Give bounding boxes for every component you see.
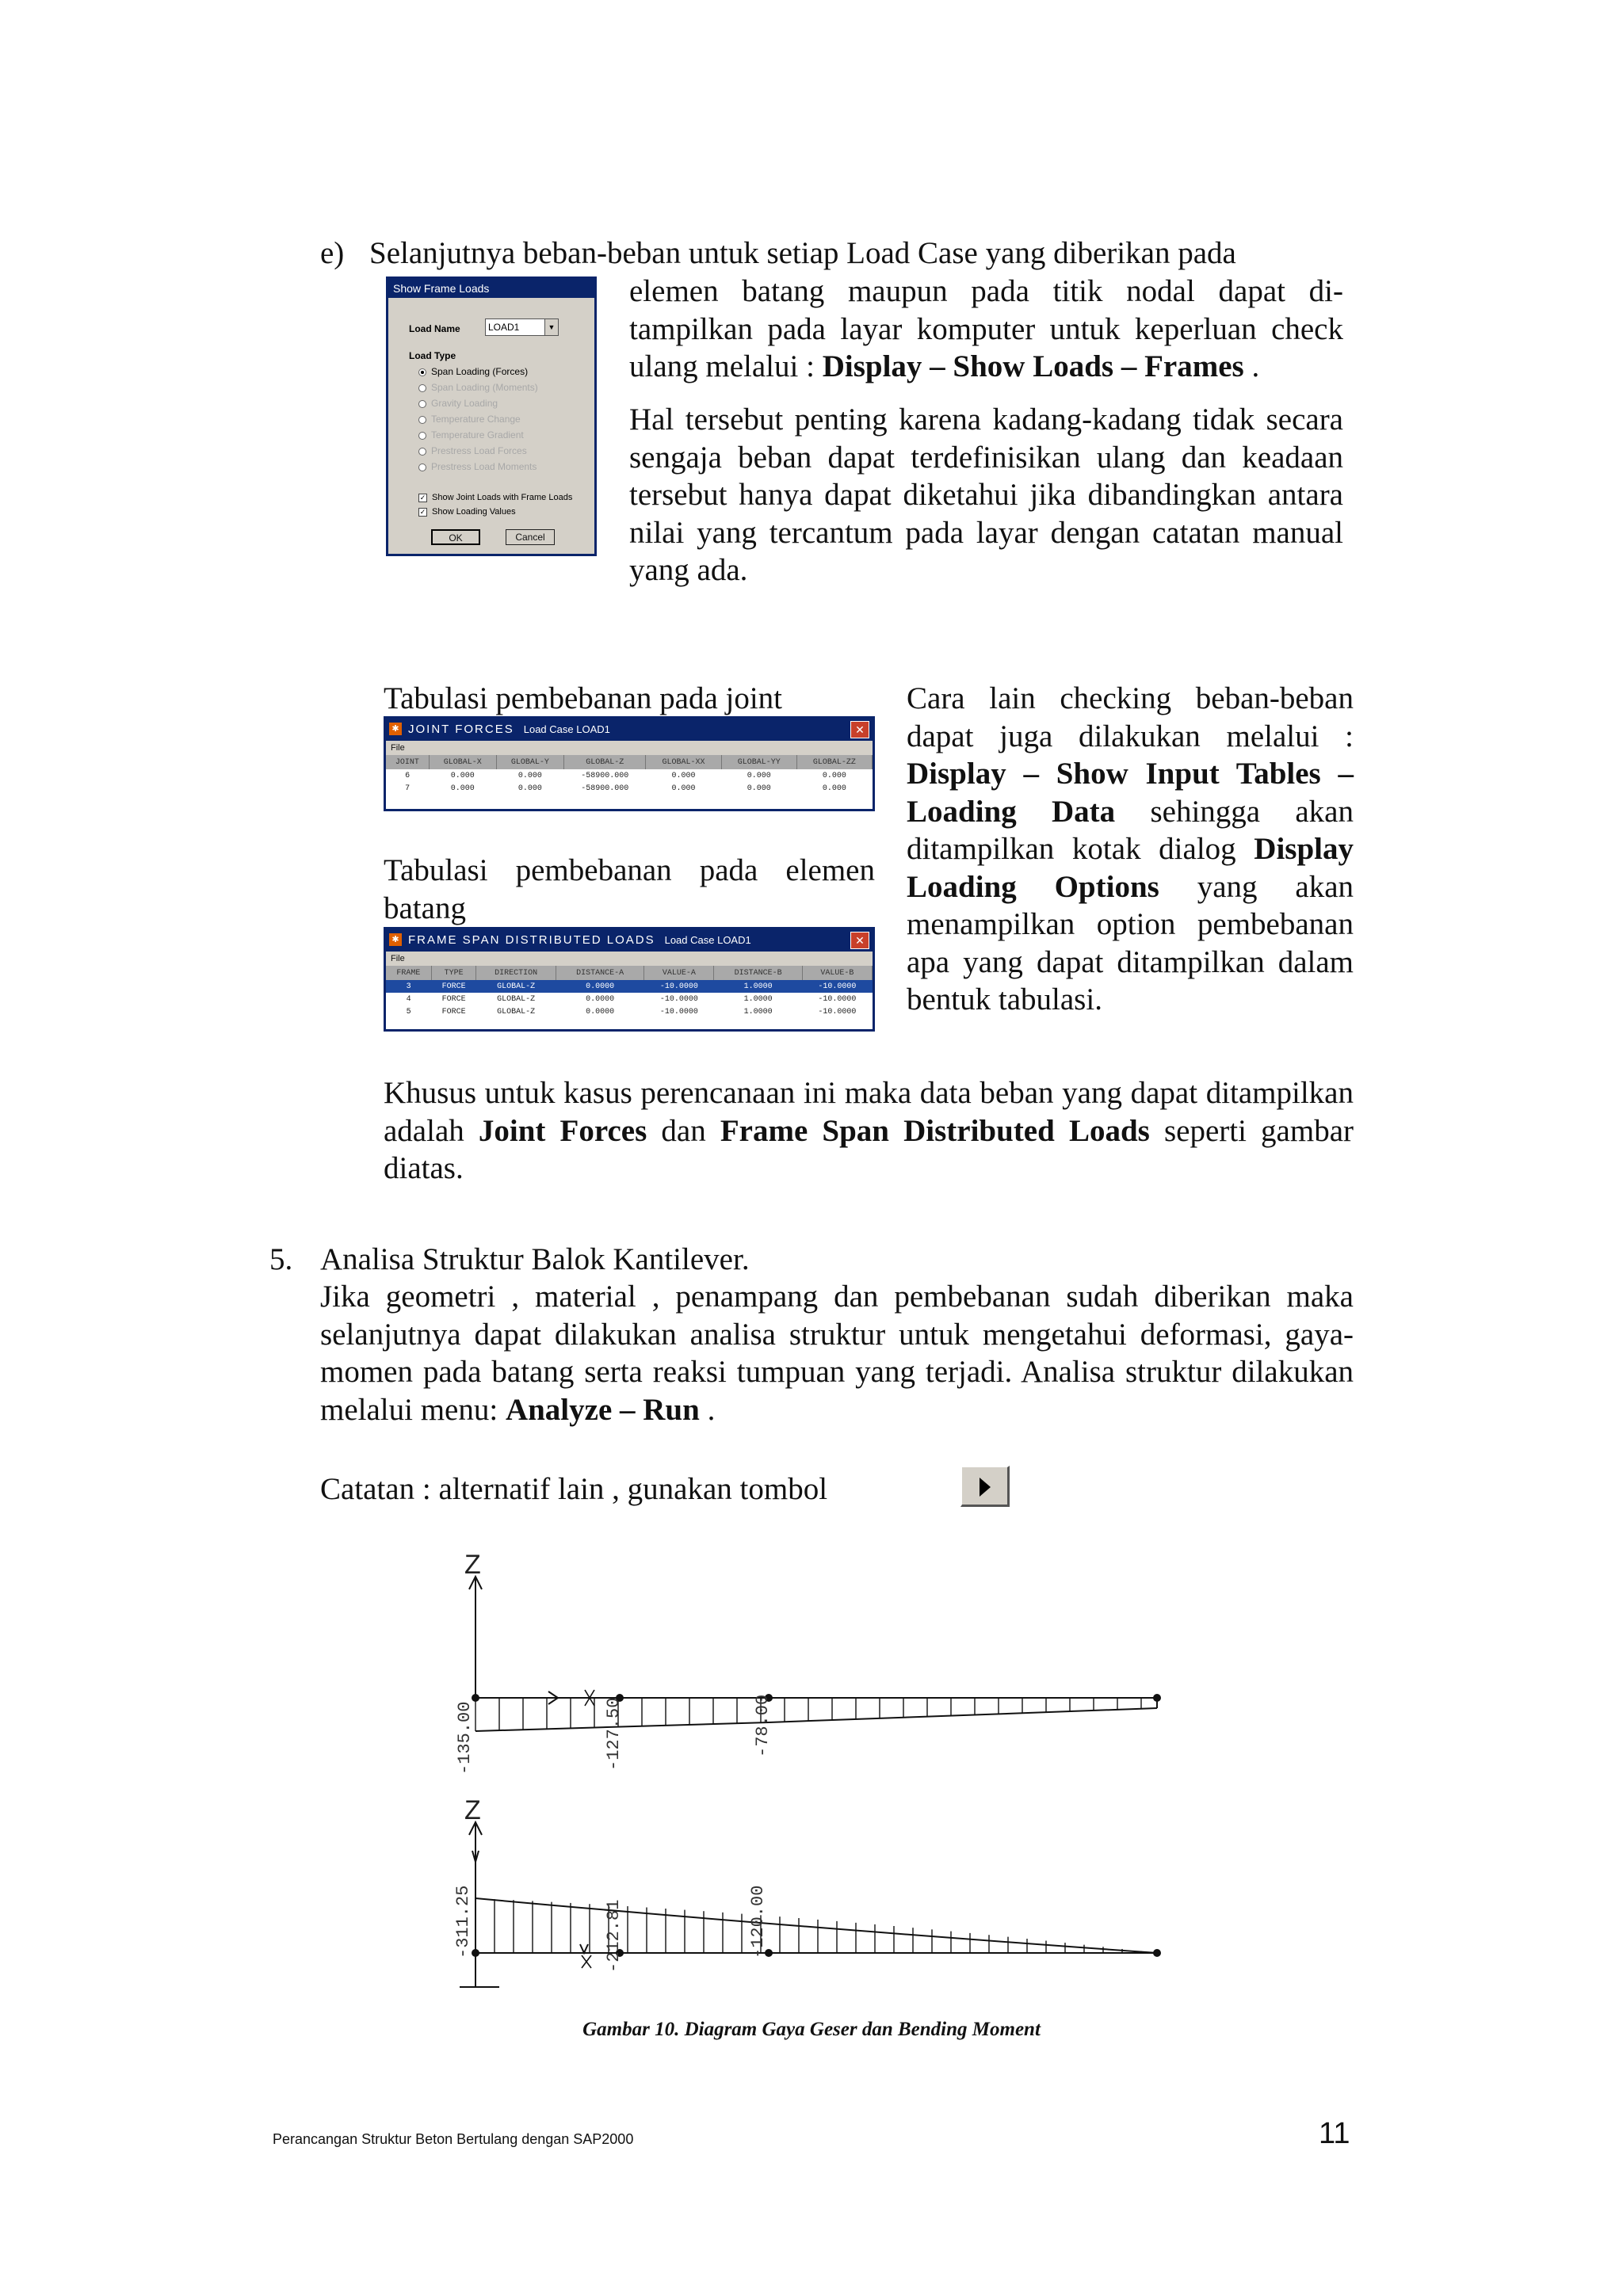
table-cell: 0.000 (517, 784, 542, 793)
menu-file[interactable]: File (386, 952, 873, 966)
table-cell: -58900.000 (581, 771, 629, 780)
column-header[interactable]: JOINT (386, 755, 429, 769)
cancel-button[interactable]: Cancel (506, 529, 555, 545)
frame-span-loads-table-window (384, 927, 875, 1032)
figure-caption: Gambar 10. Diagram Gaya Geser dan Bending Moment (582, 2019, 1041, 2040)
table-cell: 7 (405, 784, 411, 793)
table-cell: 0.0000 (556, 980, 644, 993)
table-row[interactable] (386, 769, 873, 782)
table-cell: 0.000 (450, 771, 475, 780)
footer-text: Perancangan Struktur Beton Bertulang dengan SAP2000 (273, 2131, 634, 2147)
table-cell: GLOBAL-Z (497, 1007, 536, 1016)
khusus-paragraph: Khusus untuk kasus perencanaan ini maka data beban yang dapat ditampilkan adalah Joint Forces dan Frame Span Distributed Loads seperti gambar diatas. (384, 1076, 1354, 1185)
option-span-forces[interactable]: Span Loading (Forces) (418, 366, 528, 377)
table-cell: 1.0000 (714, 980, 802, 993)
app-icon: ✱ (389, 933, 402, 946)
section-e-para2: Hal tersebut penting karena kadang-kadang tidak secara sengaja beban dapat terdefinisikan ulang dan keadaan tersebut hanya dapat diketahui jika dibandingkan antara nilai yang tercantum pada layar dengan catatan manual yang ada. (629, 402, 1343, 587)
table-cell: 0.0000 (586, 994, 615, 1004)
load-name-select[interactable]: LOAD1 ▼ (485, 318, 559, 336)
table-row[interactable] (386, 993, 873, 1005)
column-header[interactable]: DIRECTION (476, 966, 556, 980)
frame-table-titlebar: ✱ FRAME SPAN DISTRIBUTED LOADS Load Case LOAD1 ✕ (386, 929, 873, 952)
column-header[interactable]: DISTANCE-B (714, 966, 802, 980)
table-cell: -58900.000 (581, 784, 629, 793)
table-cell: -10.0000 (818, 994, 857, 1004)
frame-span-loads-table (386, 966, 873, 1018)
moment-label-1: -311.25 (453, 1885, 473, 1958)
table-cell: -10.0000 (818, 1007, 857, 1016)
table-cell: 6 (405, 771, 411, 780)
column-header[interactable]: VALUE-B (802, 966, 872, 980)
table-cell: 4 (406, 994, 411, 1004)
option-prestress-moments[interactable]: Prestress Load Moments (418, 461, 537, 472)
menu-file[interactable]: File (386, 741, 873, 755)
table-cell: FORCE (431, 980, 476, 993)
z-axis-label: Z (464, 1553, 481, 1580)
table-cell: 0.000 (671, 771, 696, 780)
column-header[interactable]: TYPE (431, 966, 476, 980)
column-header[interactable]: GLOBAL-X (429, 755, 496, 769)
table-cell: 0.000 (747, 771, 771, 780)
table-cell: 3 (386, 980, 431, 993)
table-cell: 0.000 (747, 784, 771, 793)
table-cell: FORCE (441, 994, 466, 1004)
column-header[interactable]: GLOBAL-ZZ (796, 755, 872, 769)
load-name-label: Load Name (409, 323, 460, 334)
table-cell: 0.000 (822, 784, 846, 793)
close-icon[interactable]: ✕ (850, 721, 869, 738)
option-span-moments[interactable]: Span Loading (Moments) (418, 382, 538, 393)
table-cell: -10.0000 (802, 980, 872, 993)
ok-button[interactable]: OK (431, 529, 480, 545)
shear-label-3: -78.00 (753, 1694, 773, 1757)
section-e-first-line: Selanjutnya beban-beban untuk setiap Load Case yang diberikan pada (369, 236, 1236, 270)
joint-caption: Tabulasi pembebanan pada joint (384, 681, 783, 715)
page-number: 11 (1319, 2117, 1350, 2150)
joint-forces-table-window (384, 716, 875, 811)
table-cell: FORCE (441, 1007, 466, 1016)
column-header[interactable]: GLOBAL-XX (646, 755, 721, 769)
column-header[interactable]: GLOBAL-YY (721, 755, 796, 769)
section-5-number: 5. (269, 1242, 293, 1276)
table-cell: 0.000 (450, 784, 475, 793)
table-row[interactable] (386, 1005, 873, 1018)
column-header[interactable]: GLOBAL-Z (564, 755, 646, 769)
column-header[interactable]: FRAME (386, 966, 431, 980)
joint-forces-table (386, 755, 873, 795)
run-analysis-button[interactable] (960, 1466, 1010, 1507)
table-cell: 0.000 (822, 771, 846, 780)
table-row[interactable] (386, 782, 873, 795)
table-cell: 1.0000 (743, 994, 773, 1004)
table-cell: GLOBAL-Z (497, 994, 536, 1004)
shear-moment-diagram (428, 1553, 1220, 2004)
table-cell: 0.0000 (586, 1007, 615, 1016)
right-column-text: Cara lain checking beban-beban dapat juga dilakukan melalui : Display – Show Input Tables – Loading Data sehingga akan ditampilkan kotak dialog Display Loading Options yang akan menampilkan option pembebanan apa yang dapat ditampilkan dalam bentuk tabulasi. (907, 681, 1354, 1016)
shear-label-2: -127.50 (604, 1697, 624, 1771)
table-row[interactable] (386, 980, 873, 993)
table-cell: -10.0000 (659, 1007, 698, 1016)
z-axis-label-2: Z (464, 1795, 481, 1825)
column-header[interactable]: VALUE-A (644, 966, 714, 980)
close-icon[interactable]: ✕ (850, 932, 869, 949)
table-cell: 0.000 (517, 771, 542, 780)
column-header[interactable]: GLOBAL-Y (496, 755, 563, 769)
shear-label-1: -135.00 (455, 1701, 475, 1775)
show-joint-loads-checkbox[interactable]: ✓ Show Joint Loads with Frame Loads (419, 493, 573, 502)
list-marker-e: e) (320, 236, 345, 270)
option-gravity[interactable]: Gravity Loading (418, 398, 498, 409)
section-5-heading: Analisa Struktur Balok Kantilever. (320, 1242, 750, 1276)
table-cell: 1.0000 (743, 1007, 773, 1016)
table-cell: -10.0000 (644, 980, 714, 993)
load-type-label: Load Type (409, 350, 456, 361)
table-cell: 5 (406, 1007, 411, 1016)
show-loading-values-checkbox[interactable]: ✓ Show Loading Values (419, 507, 516, 517)
moment-label-3: -120.00 (748, 1885, 768, 1958)
show-frame-loads-dialog (386, 277, 597, 556)
section-5-body: Jika geometri , material , penampang dan pembebanan sudah diberikan maka selanjutnya dapat dilakukan analisa struktur untuk mengetahui deformasi, gaya-momen pada batang serta reaksi tumpuan yang terjadi. Analisa struktur dilakukan melalui menu: Analyze – Run . (320, 1280, 1354, 1427)
frame-caption: Tabulasi pembebanan pada elemen batang (384, 853, 875, 925)
table-cell: -10.0000 (659, 994, 698, 1004)
option-temp-change[interactable]: Temperature Change (418, 414, 521, 425)
joint-table-titlebar: ✱ JOINT FORCES Load Case LOAD1 ✕ (386, 719, 873, 741)
table-cell: GLOBAL-Z (476, 980, 556, 993)
table-cell: 0.000 (671, 784, 696, 793)
option-temp-gradient[interactable]: Temperature Gradient (418, 429, 524, 441)
chevron-down-icon: ▼ (544, 319, 558, 335)
moment-label-2: -212.81 (604, 1899, 624, 1973)
play-icon (980, 1478, 991, 1497)
section-e-body: elemen batang maupun pada titik nodal dapat di-tampilkan pada layar komputer untuk keperluan check ulang melalui : Display – Show Loads – Frames . (629, 274, 1343, 383)
dialog-title: Show Frame Loads (388, 279, 594, 298)
option-prestress-forces[interactable]: Prestress Load Forces (418, 445, 527, 456)
column-header[interactable]: DISTANCE-A (556, 966, 644, 980)
section-5-note: Catatan : alternatif lain , gunakan tombol (320, 1472, 828, 1506)
app-icon: ✱ (389, 723, 402, 735)
